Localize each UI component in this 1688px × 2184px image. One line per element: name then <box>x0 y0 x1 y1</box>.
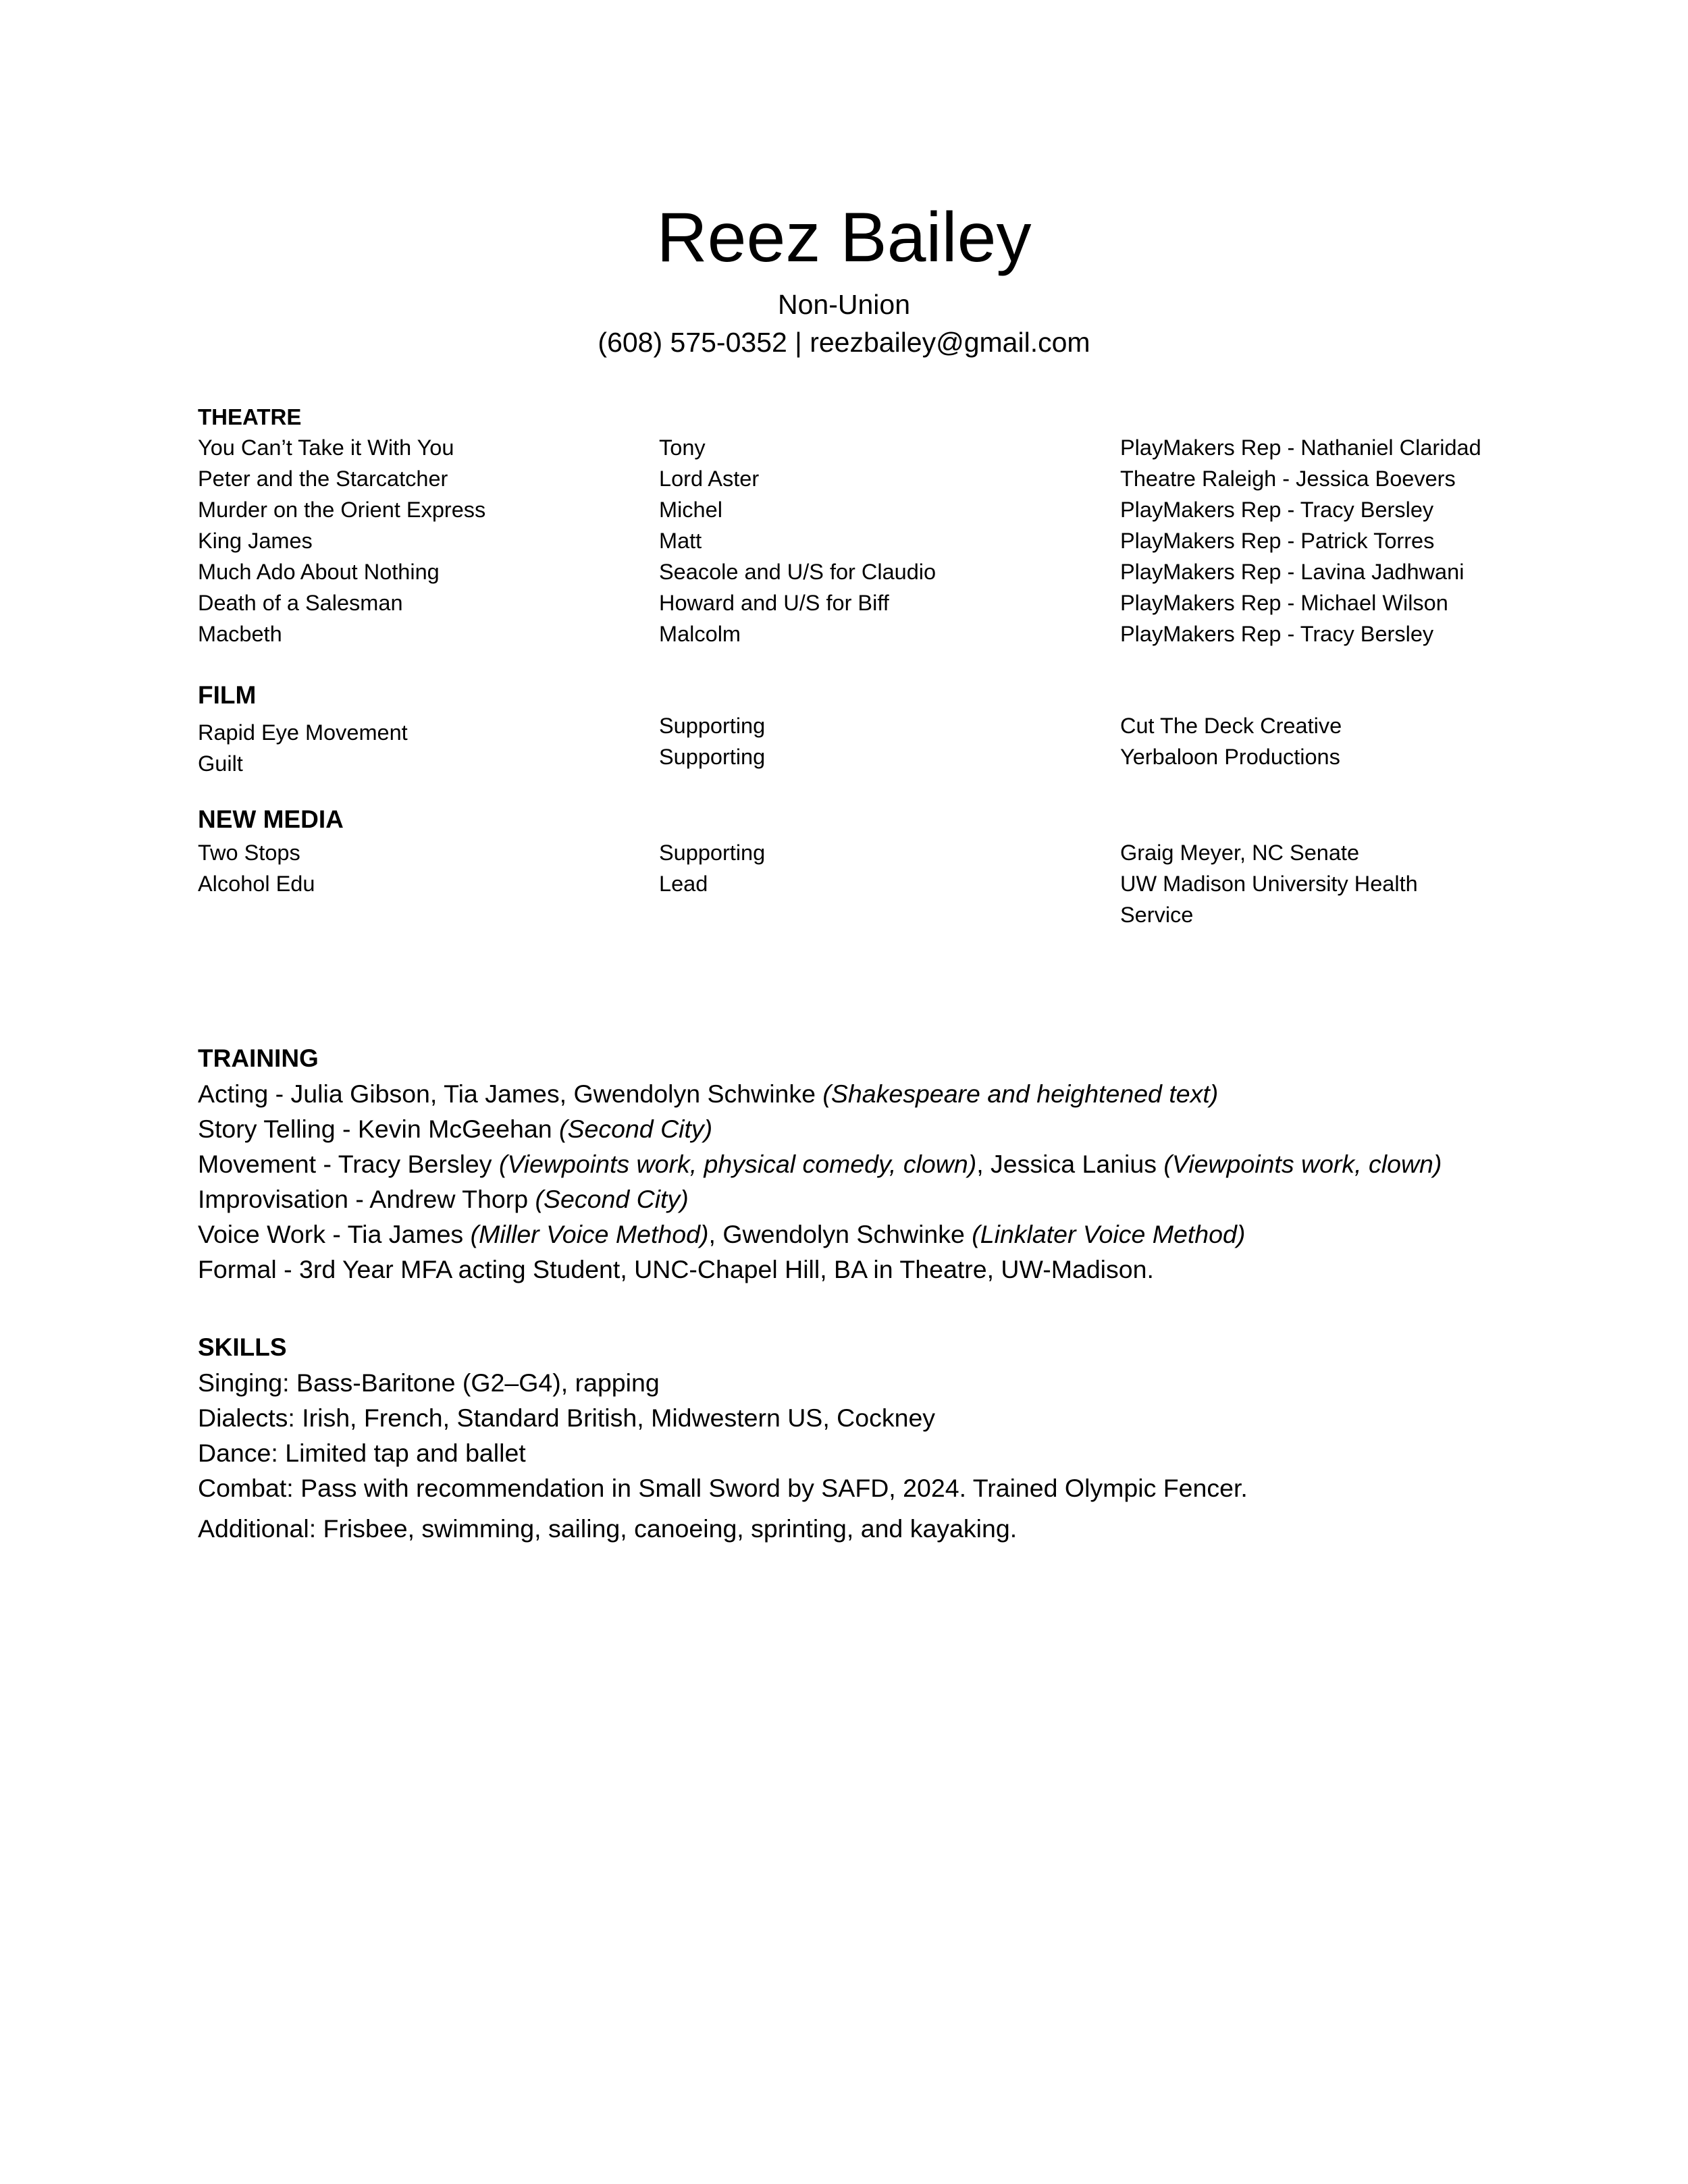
training-movement <box>198 1146 1521 1181</box>
credit-title: Death of a Salesman <box>198 591 403 615</box>
credit-company: PlayMakers Rep - Lavina Jadhwani <box>1120 560 1465 584</box>
skill-dance: Dance: Limited tap and ballet <box>198 1439 526 1467</box>
training-note: (Viewpoints work, physical comedy, clown) <box>498 1150 977 1178</box>
training-label: Improvisation - Andrew Thorp <box>198 1185 535 1213</box>
credit-role: Malcolm <box>659 622 741 646</box>
credit-role: Matt <box>659 529 702 553</box>
credit-title: Two Stops <box>198 841 300 865</box>
credit-title: Alcohol Edu <box>198 872 315 896</box>
credit-company: Yerbaloon Productions <box>1120 745 1340 769</box>
credit-row <box>198 741 1521 776</box>
skill-dialects: Dialects: Irish, French, Standard British, Midwestern US, Cockney <box>198 1404 936 1432</box>
credit-title: Peter and the Starcatcher <box>198 467 448 491</box>
credit-title: You Can’t Take it With You <box>198 435 454 460</box>
training-note: (Linklater Voice Method) <box>972 1220 1246 1248</box>
training-note: (Viewpoints work, clown) <box>1163 1150 1442 1178</box>
credit-title: Rapid Eye Movement <box>198 720 408 745</box>
credit-title: Murder on the Orient Express <box>198 498 486 522</box>
new-media-credits <box>198 837 1521 930</box>
credit-row <box>198 494 1521 525</box>
skill-singing: Singing: Bass-Baritone (G2–G4), rapping <box>198 1368 660 1397</box>
credit-company: UW Madison University Health <box>1120 872 1418 896</box>
theatre-credits <box>198 432 1521 649</box>
credit-company: PlayMakers Rep - Nathaniel Claridad <box>1120 435 1481 460</box>
credit-role: Seacole and U/S for Claudio <box>659 560 937 584</box>
training-acting <box>198 1076 1521 1111</box>
film-credits <box>198 710 1521 776</box>
credit-role: Lord Aster <box>659 467 760 491</box>
credit-company: PlayMakers Rep - Tracy Bersley <box>1120 498 1434 522</box>
credit-company: PlayMakers Rep - Michael Wilson <box>1120 591 1448 615</box>
credit-title: King James <box>198 529 313 553</box>
skills-heading: SKILLS <box>198 1333 287 1361</box>
training-heading: TRAINING <box>198 1044 319 1072</box>
credit-title: Macbeth <box>198 622 282 646</box>
credit-role: Supporting <box>659 714 766 738</box>
film-heading: FILM <box>198 681 257 709</box>
training-story-telling <box>198 1111 1521 1146</box>
training-label: Movement - Tracy Bersley <box>198 1150 499 1178</box>
credit-row <box>198 556 1521 587</box>
training-voice-work <box>198 1217 1521 1252</box>
credit-role: Supporting <box>659 745 766 769</box>
training-formal: Formal - 3rd Year MFA acting Student, UNC-Chapel Hill, BA in Theatre, UW-Madison. <box>198 1255 1154 1283</box>
training-note: (Shakespeare and heightened text) <box>822 1080 1219 1108</box>
training-improvisation <box>198 1181 1521 1217</box>
credit-role: Supporting <box>659 841 766 865</box>
credit-row <box>198 587 1521 618</box>
training-label: , Jessica Lanius <box>976 1150 1164 1178</box>
credit-role: Michel <box>659 498 722 522</box>
credit-company: Graig Meyer, NC Senate <box>1120 841 1360 865</box>
training-note: (Second City) <box>558 1115 713 1143</box>
credit-company-continued: Service <box>1120 903 1194 927</box>
credit-title: Much Ado About Nothing <box>198 560 440 584</box>
credit-company: PlayMakers Rep - Tracy Bersley <box>1120 622 1434 646</box>
credit-row <box>198 463 1521 494</box>
credit-company: PlayMakers Rep - Patrick Torres <box>1120 529 1435 553</box>
training-label: Story Telling - Kevin McGeehan <box>198 1115 559 1143</box>
theatre-heading: THEATRE <box>198 404 302 429</box>
skill-additional: Additional: Frisbee, swimming, sailing, canoeing, sprinting, and kayaking. <box>198 1514 1018 1543</box>
training-label: Voice Work - Tia James <box>198 1220 471 1248</box>
credit-title: Guilt <box>198 751 243 776</box>
credit-row <box>198 432 1521 463</box>
credit-row <box>198 837 1521 868</box>
skills-list <box>198 1365 1521 1546</box>
new-media-heading: NEW MEDIA <box>198 805 344 833</box>
union-status: Non-Union <box>778 289 910 320</box>
training-list <box>198 1076 1521 1287</box>
credit-row <box>198 868 1521 899</box>
credit-company: Cut The Deck Creative <box>1120 714 1342 738</box>
credit-row <box>198 899 1521 930</box>
resume-name: Reez Bailey <box>656 198 1032 277</box>
credit-role: Howard and U/S for Biff <box>659 591 889 615</box>
credit-role: Tony <box>659 435 706 460</box>
contact-info: (608) 575-0352 | reezbailey@gmail.com <box>598 327 1090 358</box>
credit-company: Theatre Raleigh - Jessica Boevers <box>1120 467 1456 491</box>
skill-combat: Combat: Pass with recommendation in Small Sword by SAFD, 2024. Trained Olympic Fencer. <box>198 1474 1248 1502</box>
credit-row <box>198 710 1521 745</box>
training-note: (Miller Voice Method) <box>470 1220 709 1248</box>
training-label: Acting - Julia Gibson, Tia James, Gwendolyn Schwinke <box>198 1080 823 1108</box>
credit-row <box>198 525 1521 556</box>
credit-row <box>198 618 1521 649</box>
training-note: (Second City) <box>535 1185 689 1213</box>
training-label: , Gwendolyn Schwinke <box>708 1220 972 1248</box>
credit-role: Lead <box>659 872 708 896</box>
